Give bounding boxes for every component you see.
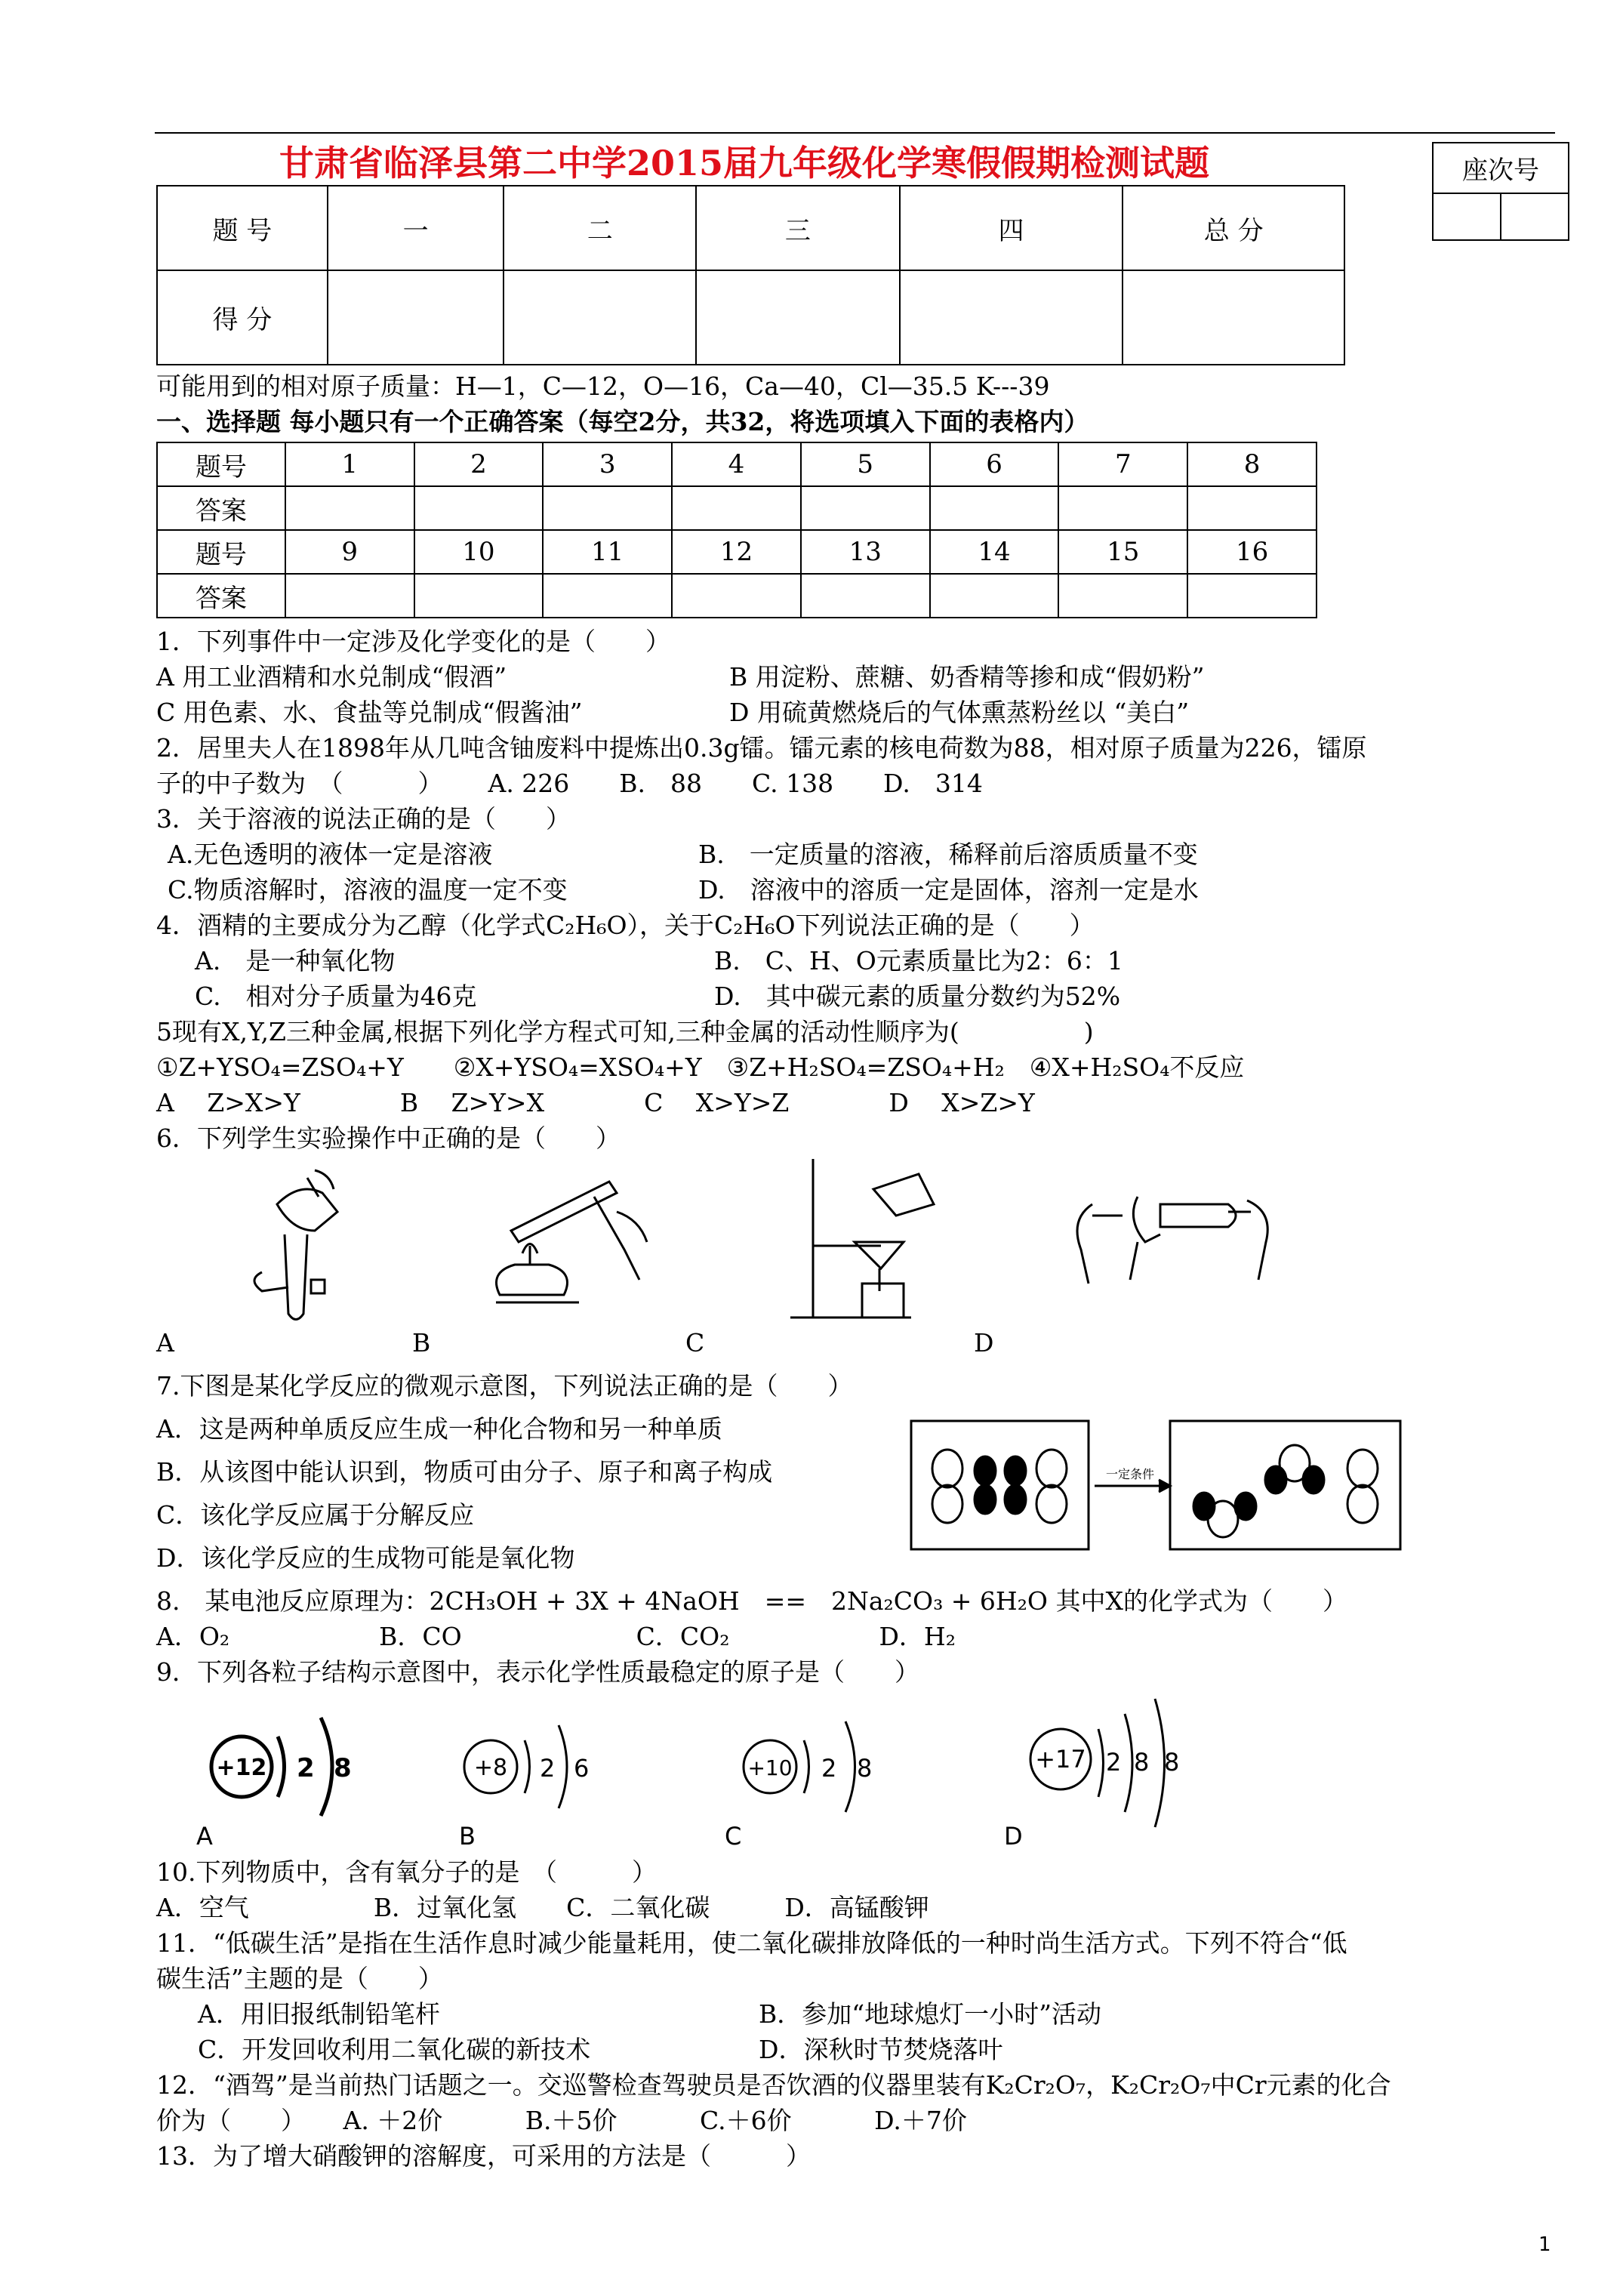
atom-diagram-a [196, 1718, 352, 1850]
answer-cell[interactable] [1187, 574, 1317, 618]
answer-cell[interactable] [672, 574, 801, 618]
answer-cell[interactable] [1058, 486, 1187, 530]
header-rule [155, 132, 1555, 134]
atomic-masses: 可能用到的相对原子质量：H—1，C—12，O—16，Ca—40，Cl—35.5 K---39 [156, 371, 1050, 401]
score-cell[interactable] [900, 270, 1123, 365]
score-cell[interactable] [1123, 270, 1344, 365]
answer-number: 8 [1187, 442, 1317, 486]
atom-d-shell-1: 2 [1106, 1748, 1122, 1777]
score-header: 题 号 [157, 186, 328, 270]
q6-label-c: C [685, 1328, 705, 1358]
score-row-label: 得 分 [157, 270, 328, 365]
q6-lab-figures [156, 1159, 1273, 1333]
score-table [156, 185, 1345, 365]
q7-arrow-label: 一定条件 [1105, 1467, 1155, 1481]
q7-option-b: B．从该图中能认识到，物质可由分子、原子和离子构成 [156, 1457, 773, 1487]
answer-table [156, 442, 1317, 618]
answer-label-no: 题号 [157, 442, 285, 486]
q4-option-c: C. 相对分子质量为46克 [195, 982, 477, 1011]
q11-option-b: B．参加“地球熄灯一小时”活动 [759, 1999, 1101, 2029]
question-2-cont: 子的中子数为 （ ） A. 226 B. 88 C. 138 D. 314 [156, 769, 983, 798]
answer-number: 7 [1058, 442, 1187, 486]
question-13: 13．为了增大硝酸钾的溶解度，可采用的方法是（ ） [156, 2141, 811, 2171]
answer-cell[interactable] [801, 486, 930, 530]
answer-cell[interactable] [801, 574, 930, 618]
q7-option-a: A．这是两种单质反应生成一种化合物和另一种单质 [156, 1414, 722, 1444]
q11-option-c: C．开发回收利用二氧化碳的新技术 [198, 2035, 591, 2064]
q4-option-b: B. C、H、O元素质量比为2：6：1 [714, 946, 1123, 975]
q11-option-d: D．深秋时节焚烧落叶 [759, 2035, 1003, 2064]
q9-atom-diagrams [189, 1695, 1261, 1850]
section1-heading: 一、选择题 每小题只有一个正确答案（每空2分，共32，将选项填入下面的表格内） [156, 407, 1089, 436]
atom-c-shell-2: 8 [857, 1754, 873, 1783]
q10-options: A．空气 B．过氧化氢 C．二氧化碳 D．高锰酸钾 [156, 1893, 929, 1922]
question-8: 8. 某电池反应原理为：2CH₃OH + 3X + 4NaOH == 2Na₂CO₃ + 6H₂O 其中X的化学式为（ ） [156, 1586, 1347, 1616]
answer-number: 13 [801, 530, 930, 574]
score-header: 四 [900, 186, 1123, 270]
answer-label-no: 题号 [157, 530, 285, 574]
q6-label-b: B [412, 1328, 431, 1358]
answer-cell[interactable] [543, 486, 672, 530]
answer-label-ans: 答案 [157, 486, 285, 530]
q6-label-a: A [156, 1328, 174, 1358]
answer-cell[interactable] [672, 486, 801, 530]
answer-label-ans: 答案 [157, 574, 285, 618]
lab-figure-b [496, 1182, 647, 1302]
q1-option-c: C 用色素、水、食盐等兑制成“假酱油” [156, 698, 583, 727]
atom-c-label: C [725, 1822, 742, 1850]
atom-c-shell-1: 2 [821, 1754, 837, 1783]
q3-option-c: C.物质溶解时，溶液的温度一定不变 [168, 875, 568, 905]
lab-figure-c [790, 1159, 934, 1318]
q4-text-pre: 4．酒精的主要成分为乙醇（化学式 [156, 911, 546, 940]
question-1: 1．下列事件中一定涉及化学变化的是（ ） [156, 627, 670, 656]
answer-number: 9 [285, 530, 414, 574]
q1-option-b: B 用淀粉、蔗糖、奶香精等掺和成“假奶粉” [729, 662, 1205, 692]
q8-options: A．O₂ B．CO C．CO₂ D．H₂ [156, 1622, 956, 1651]
seat-number-box [1432, 142, 1569, 241]
answer-number: 15 [1058, 530, 1187, 574]
question-6: 6．下列学生实验操作中正确的是（ ） [156, 1123, 621, 1153]
score-cell[interactable] [504, 270, 696, 365]
q4-option-a: A. 是一种氧化物 [195, 946, 396, 975]
question-4 [156, 908, 1095, 944]
atom-d-nucleus: +17 [1035, 1745, 1086, 1774]
question-12: 12．“酒驾”是当前热门话题之一。交巡警检查驾驶员是否饮酒的仪器里装有K₂Cr₂O₇，K₂Cr₂O₇中Cr元素的化合 [156, 2070, 1391, 2100]
question-7: 7.下图是某化学反应的微观示意图，下列说法正确的是（ ） [156, 1371, 853, 1401]
reactant-box [911, 1421, 1089, 1549]
question-11: 11．“低碳生活”是指在生活作息时减少能量耗用，使二氧化碳排放降低的一种时尚生活方式。下列不符合“低 [156, 1928, 1347, 1958]
answer-number: 2 [414, 442, 544, 486]
q7-option-c: C．该化学反应属于分解反应 [156, 1500, 475, 1530]
atom-b-label: B [459, 1822, 476, 1850]
q7-reaction-diagram [910, 1419, 1404, 1552]
q4-formula-2: C₂H₆O [714, 911, 796, 940]
score-header: 二 [504, 186, 696, 270]
answer-cell[interactable] [1058, 574, 1187, 618]
q4-option-d: D. 其中碳元素的质量分数约为52% [714, 982, 1121, 1011]
answer-cell[interactable] [1187, 486, 1317, 530]
q4-text-post: 下列说法正确的是（ ） [795, 911, 1095, 940]
answer-cell[interactable] [414, 574, 544, 618]
q5-equations: ①Z+YSO₄=ZSO₄+Y ②X+YSO₄=XSO₄+Y ③Z+H₂SO₄=ZSO₄+H₂ ④X+H₂SO₄不反应 [156, 1052, 1245, 1082]
answer-number: 14 [930, 530, 1059, 574]
q4-formula: C₂H₆O） [546, 911, 640, 940]
answer-number: 4 [672, 442, 801, 486]
score-header: 总 分 [1123, 186, 1344, 270]
atom-b-nucleus: +8 [473, 1755, 508, 1781]
q1-option-a: A 用工业酒精和水兑制成“假酒” [156, 662, 507, 692]
answer-cell[interactable] [543, 574, 672, 618]
atom-d-shell-3: 8 [1164, 1748, 1180, 1777]
answer-cell[interactable] [285, 574, 414, 618]
question-10: 10.下列物质中，含有氧分子的是 （ ） [156, 1857, 657, 1887]
page-number: 1 [1538, 2233, 1551, 2256]
answer-number: 1 [285, 442, 414, 486]
seat-cell[interactable] [1433, 193, 1501, 240]
atom-a-shell-1: 2 [297, 1753, 315, 1783]
q6-label-d: D [974, 1328, 994, 1358]
score-cell[interactable] [696, 270, 900, 365]
question-5: 5现有X,Y,Z三种金属,根据下列化学方程式可知,三种金属的活动性顺序为( ) [156, 1017, 1094, 1046]
atom-b-shell-1: 2 [540, 1754, 556, 1783]
q3-option-d: D. 溶液中的溶质一定是固体，溶剂一定是水 [698, 875, 1199, 905]
question-11-cont: 碳生活”主题的是（ ） [156, 1964, 443, 1993]
q11-option-a: A．用旧报纸制铅笔杆 [198, 1999, 440, 2029]
q1-option-d: D 用硫黄燃烧后的气体熏蒸粉丝以 “美白” [729, 698, 1190, 727]
question-9: 9．下列各粒子结构示意图中，表示化学性质最稳定的原子是（ ） [156, 1657, 919, 1687]
atom-d-shell-2: 8 [1134, 1748, 1150, 1777]
answer-number: 3 [543, 442, 672, 486]
answer-number: 11 [543, 530, 672, 574]
atom-d-label: D [1004, 1822, 1023, 1850]
seat-cell[interactable] [1501, 193, 1569, 240]
q5-options: A Z>X>Y B Z>Y>X C X>Y>Z D X>Z>Y [156, 1088, 1035, 1117]
answer-number: 10 [414, 530, 544, 574]
answer-cell[interactable] [414, 486, 544, 530]
answer-number: 5 [801, 442, 930, 486]
answer-cell[interactable] [285, 486, 414, 530]
answer-cell[interactable] [930, 574, 1059, 618]
answer-number: 12 [672, 530, 801, 574]
question-2: 2．居里夫人在1898年从几吨含铀废料中提炼出0.3g镭。镭元素的核电荷数为88，相对原子质量为226，镭原 [156, 733, 1367, 763]
page-title: 甘肃省临泽县第二中学2015届九年级化学寒假假期检测试题 [279, 143, 1210, 183]
seat-label: 座次号 [1433, 143, 1569, 193]
atom-a-nucleus: +12 [216, 1755, 267, 1781]
atom-c-nucleus: +10 [747, 1755, 793, 1780]
q3-option-a: A.无色透明的液体一定是溶液 [168, 840, 493, 869]
atom-b-shell-2: 6 [574, 1754, 590, 1783]
atom-diagram-d [1004, 1699, 1179, 1850]
score-cell[interactable] [328, 270, 504, 365]
q7-option-d: D．该化学反应的生成物可能是氧化物 [156, 1543, 575, 1573]
atom-diagram-c [725, 1721, 872, 1850]
answer-number: 16 [1187, 530, 1317, 574]
score-header: 一 [328, 186, 504, 270]
answer-number: 6 [930, 442, 1059, 486]
atom-diagram-b [459, 1725, 589, 1850]
question-12-cont: 价为（ ） A. ＋2价 B.＋5价 C.＋6价 D.＋7价 [156, 2106, 967, 2135]
atom-a-label: A [196, 1822, 213, 1850]
q4-text-mid: ，关于 [639, 911, 715, 940]
score-header: 三 [696, 186, 900, 270]
atom-a-shell-2: 8 [334, 1753, 352, 1783]
lab-figure-d [1077, 1197, 1267, 1284]
question-3: 3．关于溶液的说法正确的是（ ） [156, 804, 571, 834]
q3-option-b: B. 一定质量的溶液，稀释前后溶质质量不变 [698, 840, 1198, 869]
lab-figure-a [254, 1170, 337, 1320]
answer-cell[interactable] [930, 486, 1059, 530]
